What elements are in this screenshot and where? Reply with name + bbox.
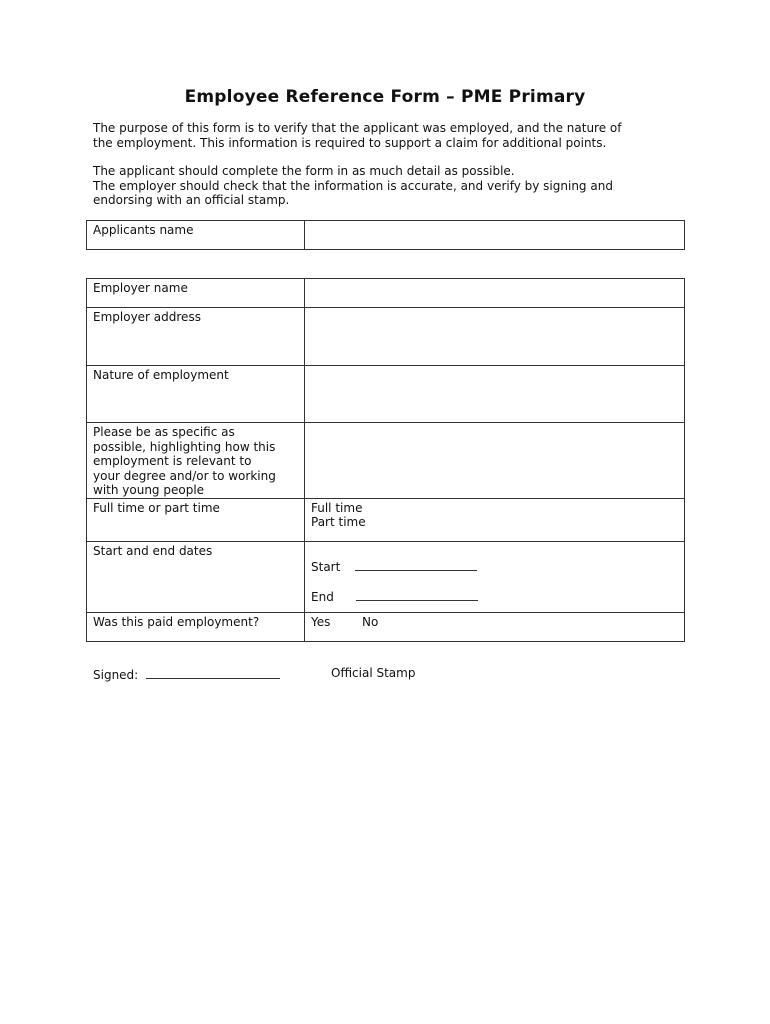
instructions-paragraph bbox=[93, 164, 693, 208]
start-date-label: Start bbox=[311, 559, 341, 574]
specific-row bbox=[87, 423, 685, 499]
parttime-option[interactable]: Part time bbox=[311, 515, 366, 529]
employer-name-row bbox=[87, 279, 685, 308]
employer-name-field[interactable] bbox=[305, 279, 685, 308]
specific-label-line: employment is relevant to bbox=[93, 454, 252, 468]
purpose-line: the employment. This information is required to support a claim for additional points. bbox=[93, 135, 607, 150]
paid-field bbox=[305, 612, 685, 641]
applicant-row bbox=[87, 221, 685, 250]
fulltime-label: Full time or part time bbox=[87, 498, 305, 541]
paid-no-option[interactable]: No bbox=[362, 614, 379, 629]
specific-label-line: possible, highlighting how this bbox=[93, 439, 276, 454]
fulltime-row bbox=[87, 498, 685, 541]
specific-label bbox=[87, 423, 305, 499]
end-date-line bbox=[311, 588, 678, 605]
signature-area bbox=[93, 666, 280, 682]
paid-row bbox=[87, 612, 685, 641]
applicant-table bbox=[86, 220, 685, 250]
nature-field[interactable] bbox=[305, 366, 685, 423]
dates-label: Start and end dates bbox=[87, 541, 305, 612]
employer-table bbox=[86, 278, 685, 642]
official-stamp-label: Official Stamp bbox=[331, 666, 416, 680]
fulltime-field bbox=[305, 498, 685, 541]
page-title: Employee Reference Form – PME Primary bbox=[184, 87, 586, 107]
employer-address-label: Employer address bbox=[87, 308, 305, 366]
specific-label-line: with young people bbox=[93, 483, 205, 497]
employer-address-row bbox=[87, 308, 685, 366]
instructions-line: The employer should check that the information is accurate, and verify by signing and bbox=[93, 178, 613, 193]
nature-row bbox=[87, 366, 685, 423]
purpose-line: The purpose of this form is to verify that the applicant was employed, and the nature of bbox=[93, 121, 622, 135]
purpose-paragraph bbox=[93, 121, 693, 150]
start-date-line bbox=[311, 558, 678, 575]
instructions-line: endorsing with an official stamp. bbox=[93, 193, 290, 207]
paid-yes-option[interactable]: Yes bbox=[311, 614, 331, 629]
dates-field bbox=[305, 541, 685, 612]
fulltime-option[interactable]: Full time bbox=[311, 500, 363, 515]
dates-row bbox=[87, 541, 685, 612]
end-date-label: End bbox=[311, 590, 334, 604]
nature-label: Nature of employment bbox=[87, 366, 305, 423]
specific-label-line: Please be as specific as bbox=[93, 425, 235, 439]
applicant-name-field[interactable] bbox=[305, 221, 685, 250]
signed-label: Signed: bbox=[93, 668, 139, 682]
start-date-input[interactable] bbox=[355, 558, 477, 571]
employer-name-label: Employer name bbox=[87, 279, 305, 308]
end-date-input[interactable] bbox=[356, 588, 478, 601]
specific-label-line: your degree and/or to working bbox=[93, 468, 276, 483]
specific-field[interactable] bbox=[305, 423, 685, 499]
paid-label: Was this paid employment? bbox=[87, 612, 305, 641]
instructions-line: The applicant should complete the form in as much detail as possible. bbox=[93, 164, 515, 178]
applicant-name-label: Applicants name bbox=[87, 221, 305, 250]
employer-address-field[interactable] bbox=[305, 308, 685, 366]
signature-line[interactable] bbox=[146, 666, 280, 679]
